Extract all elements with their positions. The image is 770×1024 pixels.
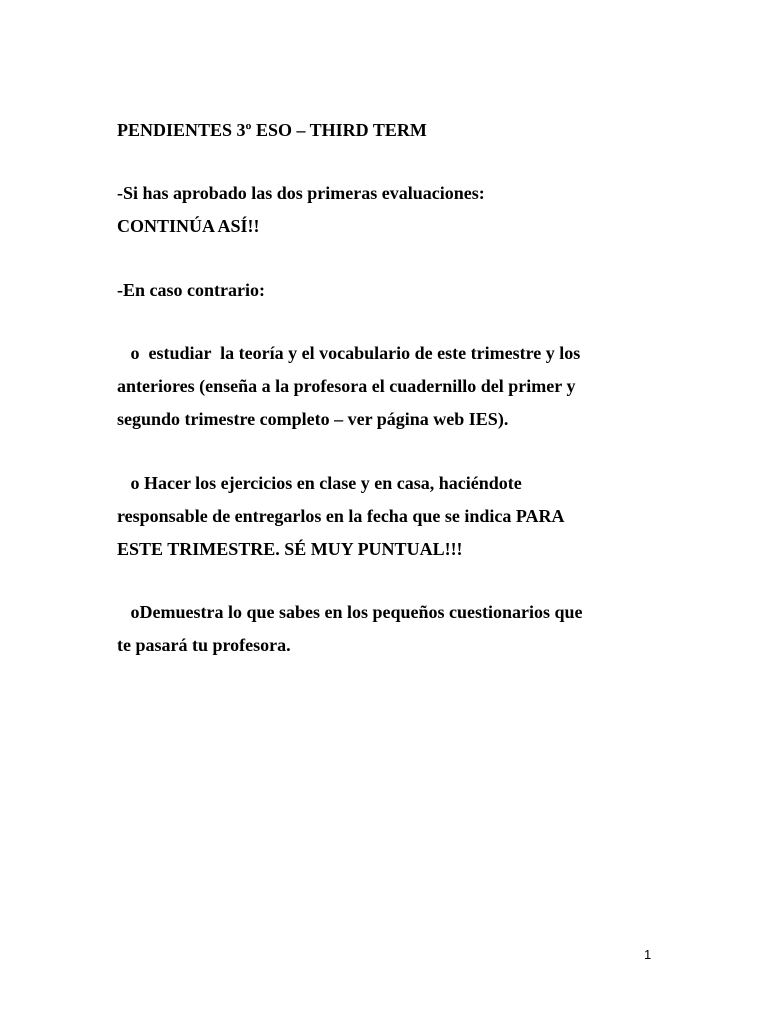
item-1-line-1: o estudiar la teoría y el vocabulario de este trimestre y los xyxy=(117,343,581,363)
otherwise-label: -En caso contrario: xyxy=(117,280,265,300)
item-2-line-3: ESTE TRIMESTRE. SÉ MUY PUNTUAL!!! xyxy=(117,539,463,559)
intro-line-1: -Si has aprobado las dos primeras evaluaciones: xyxy=(117,183,485,203)
item-1-line-3: segundo trimestre completo – ver página web IES). xyxy=(117,409,509,429)
item-3-line-1: oDemuestra lo que sabes en los pequeños cuestionarios que xyxy=(117,602,583,622)
page-number: 1 xyxy=(644,947,652,962)
item-2-line-2: responsable de entregarlos en la fecha que se indica PARA xyxy=(117,506,565,526)
intro-line-2: CONTINÚA ASÍ!! xyxy=(117,216,260,236)
item-3-line-2: te pasará tu profesora. xyxy=(117,635,291,655)
item-1-line-2: anteriores (enseña a la profesora el cuadernillo del primer y xyxy=(117,376,576,396)
document-title: PENDIENTES 3º ESO – THIRD TERM xyxy=(117,120,427,140)
item-2-line-1: o Hacer los ejercicios en clase y en casa, haciéndote xyxy=(117,473,522,493)
